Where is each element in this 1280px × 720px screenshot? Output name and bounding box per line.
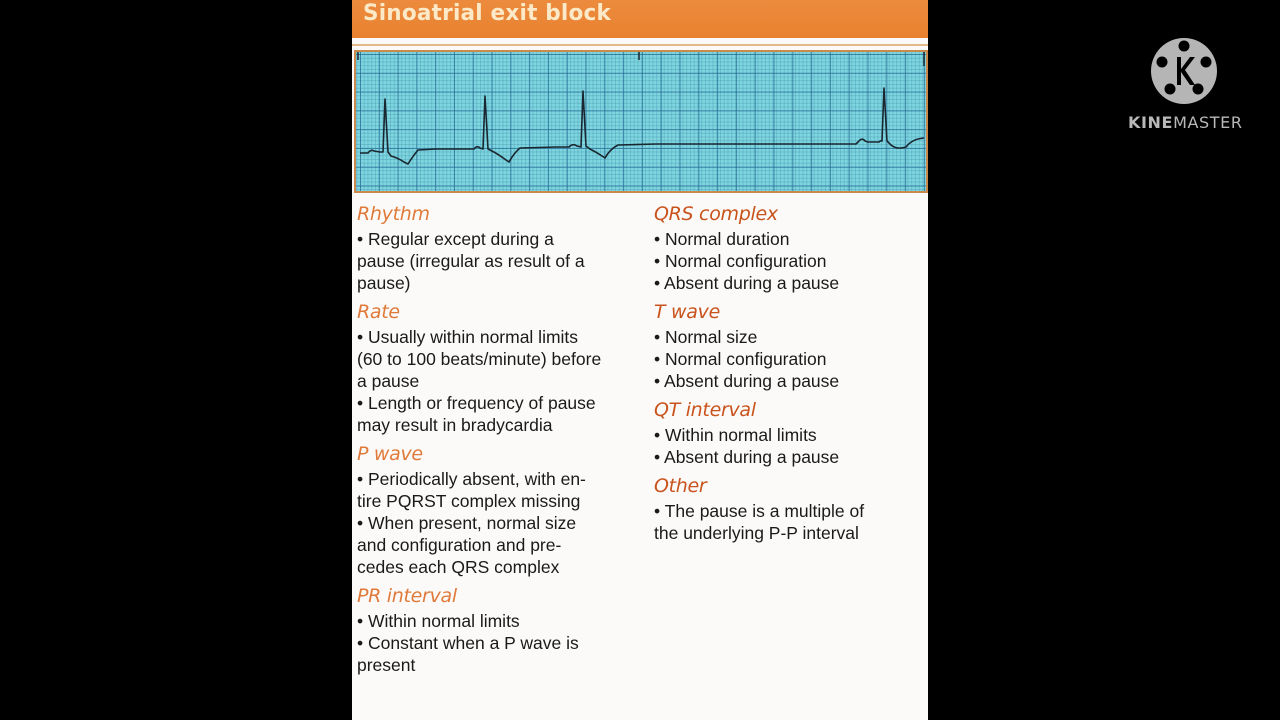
section-rate bbox=[357, 298, 642, 436]
page-title: Sinoatrial exit block bbox=[363, 1, 612, 26]
bullet-line: pause (irregular as result of a bbox=[357, 251, 585, 271]
section-qt-interval bbox=[654, 396, 939, 468]
bullet-line: the underlying P-P interval bbox=[654, 523, 859, 543]
brand-bold: KINE bbox=[1128, 113, 1174, 132]
left-column bbox=[357, 200, 642, 676]
bullet-line: • Within normal limits bbox=[654, 425, 817, 445]
section-other bbox=[654, 472, 939, 544]
bullet-line: • The pause is a multiple of bbox=[654, 501, 865, 521]
bullet-line: • Normal size bbox=[654, 327, 758, 347]
header-divider bbox=[352, 44, 928, 46]
bullet-line: • Usually within normal limits bbox=[357, 327, 579, 347]
section-t-wave bbox=[654, 298, 939, 392]
section-title: QT interval bbox=[654, 399, 756, 421]
bullet-line: may result in bradycardia bbox=[357, 415, 553, 435]
section-p-wave bbox=[357, 440, 642, 578]
bullet-line: (60 to 100 beats/minute) before bbox=[357, 349, 602, 369]
ecg-trace bbox=[356, 52, 926, 191]
bullet-line: • Periodically absent, with en- bbox=[357, 469, 586, 489]
textbook-page bbox=[352, 0, 928, 720]
section-title: Rate bbox=[357, 301, 400, 323]
ecg-rhythm-strip bbox=[354, 50, 928, 193]
section-title: QRS complex bbox=[654, 203, 778, 225]
bullet-line: • Normal configuration bbox=[654, 251, 827, 271]
bullet-line: • When present, normal size bbox=[357, 513, 577, 533]
kinemaster-watermark-text bbox=[1128, 113, 1243, 132]
bullet-line: • Absent during a pause bbox=[654, 273, 840, 293]
section-title: Other bbox=[654, 475, 707, 497]
bullet-line: • Absent during a pause bbox=[654, 371, 840, 391]
bullet-line: • Constant when a P wave is bbox=[357, 633, 579, 653]
bullet-line: • Normal duration bbox=[654, 229, 790, 249]
bullet-line: a pause bbox=[357, 371, 420, 391]
bullet-line: • Within normal limits bbox=[357, 611, 520, 631]
bullet-line: tire PQRST complex missing bbox=[357, 491, 581, 511]
section-title: Rhythm bbox=[357, 203, 430, 225]
bullet-line: • Normal configuration bbox=[654, 349, 827, 369]
kinemaster-logo-icon bbox=[1150, 37, 1218, 105]
section-title: P wave bbox=[357, 443, 423, 465]
brand-light: MASTER bbox=[1173, 113, 1243, 132]
section-title: T wave bbox=[654, 301, 720, 323]
right-column bbox=[654, 200, 939, 544]
bullet-line: • Absent during a pause bbox=[654, 447, 840, 467]
bullet-line: present bbox=[357, 655, 416, 675]
section-pr-interval bbox=[357, 582, 642, 676]
section-qrs-complex bbox=[654, 200, 939, 294]
bullet-line: • Regular except during a bbox=[357, 229, 554, 249]
bullet-line: and configuration and pre- bbox=[357, 535, 562, 555]
section-title: PR interval bbox=[357, 585, 457, 607]
bullet-line: cedes each QRS complex bbox=[357, 557, 560, 577]
section-rhythm bbox=[357, 200, 642, 294]
bullet-line: pause) bbox=[357, 273, 411, 293]
bullet-line: • Length or frequency of pause bbox=[357, 393, 596, 413]
page-header bbox=[352, 0, 928, 38]
